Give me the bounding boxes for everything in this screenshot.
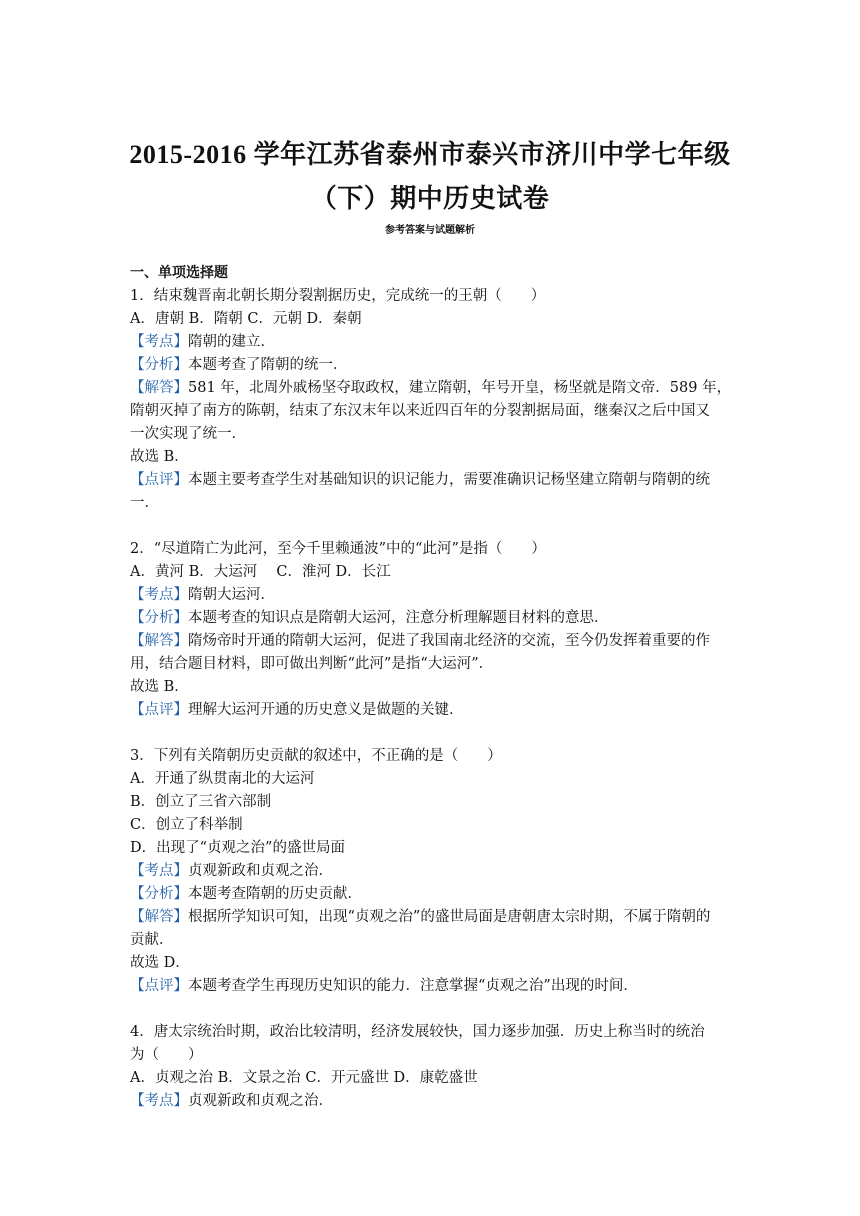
question-options: A．黄河 B．大运河 C．淮河 D．长江 — [130, 564, 391, 580]
answer-line: 故选 B． — [130, 679, 189, 695]
dianping-tag: 【点评】 — [130, 472, 188, 488]
kaodian-text: 贞观新政和贞观之治． — [188, 863, 333, 879]
jieda-tag: 【解答】 — [130, 380, 188, 396]
option-a: A．开通了纵贯南北的大运河 — [130, 771, 315, 787]
kaodian-text: 隋朝大运河． — [188, 587, 275, 603]
dianping-text: 本题主要考查学生对基础知识的识记能力，需要准确识记杨坚建立隋朝与隋朝的统 — [188, 472, 710, 488]
jieda-continuation: 隋朝灭掉了南方的陈朝，结束了东汉末年以来近四百年的分裂割据局面，继秦汉之后中国又 — [130, 403, 710, 419]
fenxi-tag: 【分析】 — [130, 610, 188, 626]
dianping-text: 本题考查学生再现历史知识的能力．注意掌握“贞观之治”出现的时间． — [188, 978, 638, 994]
question-options: A．贞观之治 B．文景之治 C．开元盛世 D．康乾盛世 — [130, 1070, 478, 1086]
spacer — [130, 722, 732, 745]
jieda-text: 隋炀帝时开通的隋朝大运河，促进了我国南北经济的交流，至今仍发挥着重要的作 — [188, 633, 710, 649]
document-body — [130, 262, 732, 1113]
option-c: C．创立了科举制 — [130, 817, 243, 833]
fenxi-text: 本题考查隋朝的历史贡献． — [188, 886, 362, 902]
spacer — [130, 515, 732, 538]
fenxi-tag: 【分析】 — [130, 886, 188, 902]
kaodian-tag: 【考点】 — [130, 863, 188, 879]
kaodian-line — [130, 331, 732, 354]
jieda-tag: 【解答】 — [130, 909, 188, 925]
jieda-line — [130, 906, 732, 929]
jieda-text: 根据所学知识可知，出现“贞观之治”的盛世局面是唐朝唐太宗时期，不属于隋朝的 — [188, 909, 711, 925]
jieda-continuation: 一次实现了统一． — [130, 426, 246, 442]
dianping-line — [130, 975, 732, 998]
dianping-text: 理解大运河开通的历史意义是做题的关键． — [188, 702, 464, 718]
jieda-continuation: 贡献． — [130, 932, 174, 948]
kaodian-text: 贞观新政和贞观之治． — [188, 1093, 333, 1109]
kaodian-tag: 【考点】 — [130, 334, 188, 350]
fenxi-line — [130, 354, 732, 377]
option-b: B．创立了三省六部制 — [130, 794, 272, 810]
question-stem: 2．“尽道隋亡为此河，至今千里赖通波”中的“此河”是指（ ） — [130, 541, 546, 557]
jieda-continuation: 用，结合题目材料，即可做出判断“此河”是指“大运河”． — [130, 656, 494, 672]
jieda-text: 581 年，北周外戚杨坚夺取政权，建立隋朝，年号开皇，杨坚就是隋文帝．589 年， — [188, 380, 732, 396]
jieda-line — [130, 377, 732, 400]
document-subtitle: 参考答案与试题解析 — [385, 225, 475, 236]
answer-line: 故选 D． — [130, 955, 190, 971]
question-stem-continuation: 为（ ） — [130, 1047, 203, 1063]
jieda-tag: 【解答】 — [130, 633, 188, 649]
fenxi-text: 本题考查的知识点是隋朝大运河，注意分析理解题目材料的意思． — [188, 610, 609, 626]
question-stem: 4．唐太宗统治时期，政治比较清明，经济发展较快，国力逐步加强．历史上称当时的统治 — [130, 1024, 705, 1040]
kaodian-line — [130, 1090, 732, 1113]
kaodian-tag: 【考点】 — [130, 587, 188, 603]
dianping-tag: 【点评】 — [130, 702, 188, 718]
question-4 — [130, 1021, 732, 1113]
question-stem: 3．下列有关隋朝历史贡献的叙述中，不正确的是（ ） — [130, 748, 502, 764]
section-title: 一、单项选择题 — [130, 265, 228, 281]
fenxi-line — [130, 883, 732, 906]
dianping-tag: 【点评】 — [130, 978, 188, 994]
question-3 — [130, 745, 732, 998]
dianping-line — [130, 469, 732, 492]
answer-line: 故选 B． — [130, 449, 189, 465]
dianping-line — [130, 699, 732, 722]
question-options: A．唐朝 B．隋朝 C．元朝 D．秦朝 — [130, 311, 362, 327]
fenxi-text: 本题考查了隋朝的统一． — [188, 357, 348, 373]
question-stem: 1．结束魏晋南北朝长期分裂割据历史，完成统一的王朝（ ） — [130, 288, 546, 304]
dianping-continuation: 一． — [130, 495, 159, 511]
kaodian-text: 隋朝的建立． — [188, 334, 275, 350]
question-2 — [130, 538, 732, 722]
fenxi-line — [130, 607, 732, 630]
spacer — [130, 998, 732, 1021]
kaodian-tag: 【考点】 — [130, 1093, 188, 1109]
jieda-line — [130, 630, 732, 653]
document-title-line-1: 2015-2016 学年江苏省泰州市泰兴市济川中学七年级 — [129, 140, 731, 169]
option-d: D．出现了“贞观之治”的盛世局面 — [130, 840, 345, 856]
document-title-line-2: （下）期中历史试卷 — [310, 184, 550, 213]
kaodian-line — [130, 584, 732, 607]
question-1 — [130, 285, 732, 515]
fenxi-tag: 【分析】 — [130, 357, 188, 373]
kaodian-line — [130, 860, 732, 883]
